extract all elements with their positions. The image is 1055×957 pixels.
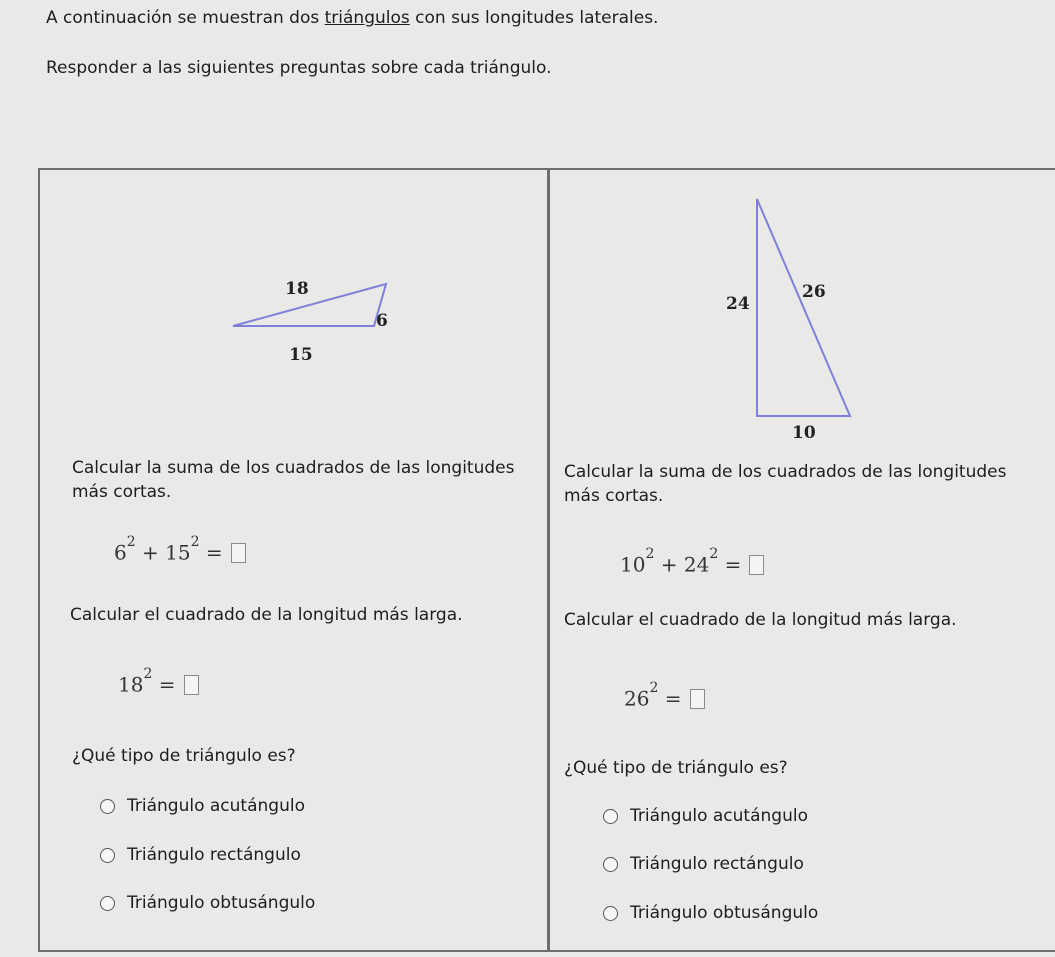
left-sum-answer-box[interactable]: [231, 543, 246, 563]
right-sum-b: 24: [683, 552, 710, 577]
right-side-24: 24: [726, 294, 750, 314]
left-option-acute[interactable]: [100, 796, 305, 816]
left-sum-a-exp: 2: [126, 534, 136, 550]
right-side-26: 26: [802, 282, 826, 302]
right-sum-equals: =: [724, 552, 742, 577]
column-divider: [547, 168, 550, 950]
right-square-equals: =: [664, 686, 682, 711]
left-sum-a: 6: [114, 540, 127, 565]
right-sum-equation: [620, 546, 764, 577]
left-option-right-label: Triángulo rectángulo: [127, 845, 301, 865]
right-option-acute[interactable]: [603, 806, 808, 826]
instructions-line-1: [46, 8, 658, 28]
left-sum-prompt: Calcular la suma de los cuadrados de las longitudes más cortas.: [72, 458, 515, 502]
right-sum-a: 10: [620, 552, 646, 577]
left-side-6: 6: [376, 311, 388, 331]
left-square-answer-box[interactable]: [184, 675, 199, 695]
left-option-obtuse-label: Triángulo obtusángulo: [127, 893, 316, 913]
right-square-base: 26: [624, 686, 650, 711]
right-option-right[interactable]: [603, 854, 804, 874]
left-type-question: ¿Qué tipo de triángulo es?: [72, 746, 296, 766]
right-option-obtuse[interactable]: [603, 903, 818, 923]
right-sum-answer-box[interactable]: [749, 555, 764, 575]
radio-icon[interactable]: [603, 906, 618, 921]
right-square-equation: [624, 680, 705, 711]
radio-icon[interactable]: [100, 896, 115, 911]
left-square-equation: [118, 666, 199, 697]
right-side-10: 10: [792, 423, 816, 443]
left-sum-equals: =: [205, 540, 223, 565]
right-option-obtuse-label: Triángulo obtusángulo: [630, 903, 819, 923]
left-square-base: 18: [118, 672, 144, 697]
left-side-15: 15: [289, 345, 313, 365]
left-sum-plus: +: [142, 540, 159, 565]
right-sum-plus: +: [660, 552, 678, 577]
right-sum-b-exp: 2: [709, 546, 719, 562]
left-square-equals: =: [158, 672, 176, 697]
instructions-line-2: Responder a las siguientes preguntas sobre cada triángulo.: [46, 58, 552, 78]
left-option-right[interactable]: [100, 845, 301, 865]
radio-icon[interactable]: [100, 799, 115, 814]
left-option-obtuse[interactable]: [100, 893, 315, 913]
instructions-text-end: con sus longitudes laterales.: [409, 8, 659, 28]
left-sum-b: 15: [165, 540, 191, 565]
radio-icon[interactable]: [100, 848, 115, 863]
instructions-text: A continuación se muestran dos: [46, 8, 325, 28]
right-square-exp: 2: [649, 680, 659, 696]
right-option-right-label: Triángulo rectángulo: [630, 854, 804, 874]
triangulos-link[interactable]: triángulos: [324, 8, 410, 28]
left-side-18: 18: [285, 279, 309, 299]
right-sum-a-exp: 2: [645, 546, 655, 562]
right-square-prompt: Calcular el cuadrado de la longitud más larga.: [564, 610, 957, 630]
left-option-acute-label: Triángulo acutángulo: [127, 796, 305, 816]
left-square-exp: 2: [143, 666, 153, 682]
right-sum-prompt: Calcular la suma de los cuadrados de las longitudes más cortas.: [564, 462, 1007, 506]
right-square-answer-box[interactable]: [690, 689, 705, 709]
right-option-acute-label: Triángulo acutángulo: [630, 806, 808, 826]
left-sum-equation: [114, 534, 246, 565]
left-sum-b-exp: 2: [190, 534, 200, 550]
right-type-question: ¿Qué tipo de triángulo es?: [564, 758, 788, 778]
radio-icon[interactable]: [603, 809, 618, 824]
radio-icon[interactable]: [603, 857, 618, 872]
left-square-prompt: Calcular el cuadrado de la longitud más larga.: [70, 605, 463, 625]
